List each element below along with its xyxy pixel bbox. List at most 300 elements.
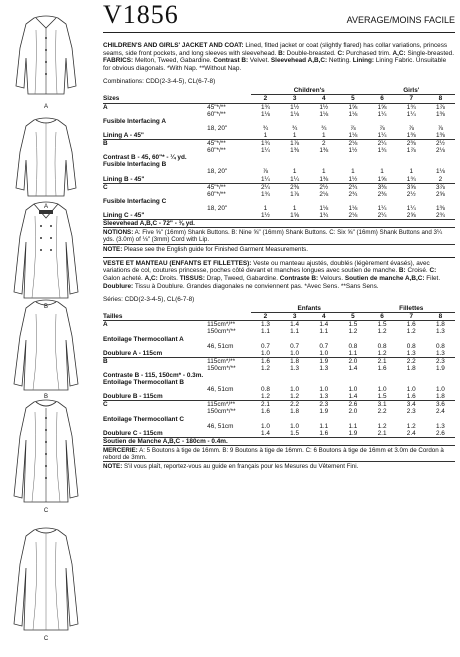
sizes-label: Sizes [103, 95, 120, 103]
yardage-value: 2.1 [251, 401, 280, 409]
yardage-row [103, 365, 455, 372]
yardage-value [309, 416, 338, 423]
yardage-value: 0.8 [377, 342, 387, 350]
yardage-value [338, 372, 367, 379]
yardage-value: 1⅜ [435, 131, 445, 139]
row-section: Doublure B - 115cm [103, 393, 163, 401]
row-label: 60"*/** [207, 147, 226, 155]
yardage-value: 2⅜ [377, 190, 387, 198]
yardage-value: 2¼ [368, 140, 397, 148]
yardage-value: ¾ [262, 124, 269, 132]
pattern-number: V1856 [103, 0, 179, 29]
yardage-value: 2¾ [348, 190, 358, 198]
yardage-row [103, 343, 455, 350]
yardage-value: ¾ [321, 124, 327, 132]
header [103, 2, 455, 42]
yardage-row [103, 111, 455, 118]
yardage-value [251, 336, 280, 343]
yardage-value: ⅞ [437, 124, 444, 132]
yardage-value: 1½ [348, 175, 358, 183]
yardage-value: 1.4 [261, 429, 270, 437]
yardage-value [397, 416, 426, 423]
french-note: NOTE: S'il vous plaît, reportez-vous au guide en français pour les Mesures du Vêtement Fini. [103, 461, 455, 470]
yardage-row [103, 386, 455, 393]
yardage-value: 2.2 [280, 401, 309, 409]
yardage-row [103, 328, 455, 335]
group-children: Children's [251, 87, 368, 95]
yardage-value: 1.2 [348, 328, 358, 336]
yardage-value: 1.0 [406, 386, 416, 394]
yardage-value [397, 154, 426, 161]
yardage-value: 2.2 [397, 357, 426, 365]
row-section [103, 111, 207, 118]
yardage-value: 1.0 [319, 386, 329, 394]
yardage-value: 1.9 [309, 357, 338, 365]
size-header: 7 [409, 313, 414, 321]
yardage-value: 3.4 [397, 401, 426, 409]
yardage-value: 1⅜ [290, 147, 300, 155]
yardage-value [309, 154, 338, 161]
row-section [103, 386, 207, 393]
yardage-value: 0.7 [261, 342, 270, 350]
yardage-value: 1.5 [290, 429, 300, 437]
size-header: 6 [380, 313, 384, 321]
yardage-value: 1.1 [348, 349, 358, 357]
yardage-value: 1.6 [261, 408, 270, 416]
row-label: 115cm*/** [207, 357, 251, 365]
group-children: Enfants [251, 305, 368, 313]
yardage-value: 2 [309, 140, 338, 148]
yardage-row [103, 140, 455, 148]
yardage-row [103, 393, 455, 401]
row-label: 45"*/** [207, 103, 251, 111]
yardage-value [368, 198, 397, 205]
row-label: 18, 20" [207, 204, 228, 212]
yardage-value: 2½ [309, 183, 338, 191]
yardage-value [368, 437, 397, 445]
yardage-value: 1¼ [290, 175, 300, 183]
yardage-value [251, 154, 280, 161]
jacket-a-back-illustration [6, 112, 86, 210]
yardage-value: 1 [263, 131, 268, 139]
yardage-value [251, 372, 280, 379]
yardage-row [103, 205, 455, 212]
yardage-value: 2¼ [251, 183, 280, 191]
yardage-value: 2.3 [309, 401, 338, 409]
yardage-value: 1 [292, 131, 297, 139]
yardage-value [280, 220, 309, 228]
yardage-value: 1.6 [377, 364, 387, 372]
yardage-value: 2.3 [426, 357, 455, 365]
yardage-value: 1.2 [406, 328, 416, 336]
yardage-value: 2.4 [435, 408, 445, 416]
sizes-label: Tailles [103, 312, 123, 320]
yardage-value: 1.4 [280, 321, 309, 329]
yardage-value [280, 437, 309, 445]
yardage-value: 1¼ [261, 147, 270, 155]
yardage-row [103, 437, 455, 445]
yardage-value: 1⅛ [348, 131, 358, 139]
row-section: Entoilage Thermocollant C [103, 415, 184, 423]
yardage-value [397, 336, 426, 343]
yardage-value [309, 220, 338, 228]
french-notions: MERCERIE: A: 5 Boutons à tige de 16mm. B: 9 Boutons à tige de 16mm. C: 6 Boutons à tige de 16mm et 3.0m de Cordon à rebord de 3mm. [103, 445, 455, 461]
row-label: 46, 51cm [207, 342, 234, 350]
size-header: 4 [321, 313, 326, 321]
row-label: 45"*/** [207, 183, 251, 191]
yardage-value: ⅞ [408, 124, 414, 132]
row-section: Doublure A - 115cm [103, 349, 163, 357]
figure-label: A [43, 204, 48, 210]
yardage-value: 1.4 [309, 321, 338, 329]
yardage-value: 1.8 [280, 357, 309, 365]
yardage-value [251, 416, 280, 423]
yardage-value [309, 161, 338, 168]
sizes-row [103, 313, 455, 321]
yardage-row [103, 132, 455, 140]
yardage-row [103, 176, 455, 184]
yardage-value [338, 154, 367, 161]
yardage-value [426, 437, 455, 445]
yardage-value: 0.8 [435, 342, 445, 350]
english-note: NOTE: Please see the English guide for Finished Garment Measurements. [103, 244, 455, 253]
row-section: Lining A - 45" [103, 131, 144, 139]
row-label: 115cm*/** [207, 321, 251, 329]
size-group-row [103, 87, 455, 95]
yardage-value: 3.1 [368, 401, 397, 409]
yardage-value: 1.9 [348, 429, 358, 437]
yardage-row [103, 321, 455, 329]
sizes-row [103, 95, 455, 103]
yardage-value: 2⅝ [435, 190, 445, 198]
yardage-value: 1¾ [377, 147, 387, 155]
yardage-value: 2¾ [435, 211, 445, 219]
yardage-value [251, 118, 280, 125]
row-label: 60"*/** [207, 190, 226, 198]
yardage-value: 1.3 [435, 328, 445, 336]
yardage-row [103, 220, 455, 228]
yardage-value: 1.3 [290, 364, 300, 372]
yardage-value: 1 [380, 168, 384, 176]
garment-illustrations [0, 0, 92, 657]
yardage-value [426, 220, 455, 228]
english-yardage-table [103, 87, 455, 227]
yardage-value [338, 379, 367, 386]
yardage-value: 1.0 [377, 386, 387, 394]
yardage-value: 1.3 [319, 364, 329, 372]
row-label: 45"*/** [207, 140, 251, 148]
row-label: 150cm*/** [207, 328, 236, 336]
yardage-value: 1⅜ [319, 175, 329, 183]
yardage-value: 1¾ [319, 211, 329, 219]
row-label: 150cm*/** [207, 408, 236, 416]
yardage-value: 1⅜ [319, 147, 329, 155]
size-header: 7 [409, 95, 414, 103]
coat-c-back-illustration [6, 524, 86, 642]
yardage-value [368, 372, 397, 379]
yardage-value [426, 379, 455, 386]
yardage-row [103, 430, 455, 438]
yardage-value [280, 161, 309, 168]
yardage-value [426, 154, 455, 161]
yardage-value: 1½ [348, 147, 358, 155]
yardage-value: ⅞ [379, 124, 385, 132]
row-section: A [103, 321, 207, 329]
yardage-value: 0.8 [348, 342, 358, 350]
yardage-value: 1⅛ [319, 204, 329, 212]
yardage-value: 1.9 [435, 364, 445, 372]
yardage-value: 1.0 [290, 386, 300, 394]
yardage-value: 1.0 [348, 386, 358, 394]
yardage-value: 1¾ [406, 175, 416, 183]
yardage-value: 1.4 [348, 393, 358, 401]
yardage-value: 1⅛ [348, 204, 358, 212]
row-section [103, 328, 207, 335]
yardage-value [368, 336, 397, 343]
yardage-value [280, 336, 309, 343]
yardage-value [309, 372, 338, 379]
yardage-value: 1⅞ [280, 140, 309, 148]
yardage-value: 1.4 [348, 364, 358, 372]
row-section: Lining C - 45" [103, 211, 145, 219]
row-section: B [103, 140, 207, 148]
yardage-value: 1⅝ [338, 103, 367, 111]
size-header: 5 [351, 313, 355, 321]
yardage-value: 1⅝ [290, 211, 300, 219]
yardage-value: 3⅜ [368, 183, 397, 191]
row-section [103, 125, 207, 132]
yardage-value: 1.6 [319, 429, 329, 437]
yardage-value: 2⅛ [435, 147, 445, 155]
size-header: 6 [380, 95, 384, 103]
french-combinations: Séries: CDD(2-3-4-5), CL(6-7-8) [103, 296, 195, 304]
yardage-value: 2¼ [377, 211, 387, 219]
yardage-value [338, 437, 367, 445]
yardage-value [338, 416, 367, 423]
yardage-value [338, 198, 367, 205]
yardage-value: 1.3 [435, 349, 445, 357]
figure-label: C [43, 508, 49, 514]
row-section: Contraste B - 115, 150cm* - 0.3m. [103, 371, 204, 379]
yardage-row [103, 154, 455, 161]
yardage-value: 1.2 [406, 422, 416, 430]
yardage-value: 1.8 [290, 408, 300, 416]
yardage-value [397, 220, 426, 228]
french-description: VESTE ET MANTEAU (ENFANTS ET FILLETTES): Veste ou manteau ajustés, doublés (légèrement évasés), avec variations de col, coutures princesse, poches côté devant et manches longues avec soutien de manche. B: Croisé. C: Galon acheté. A,C: Droits. TISSUS: Drap, Tweed, Gabardine. Contraste B: Velours. Soutien de manche A,B,C: Filet. Doublure: Tissu à Doublure. Grandes diagonales ne conviennent pas. *Avec Sens. **Sans Sens. [103, 259, 441, 290]
yardage-row [103, 401, 455, 409]
figure-label: A [43, 104, 48, 110]
yardage-value [426, 336, 455, 343]
yardage-value: 1¼ [377, 110, 387, 118]
yardage-value: 1 [321, 131, 326, 139]
yardage-row [103, 183, 455, 191]
jacket-a-front-illustration [6, 8, 86, 110]
yardage-value [338, 118, 367, 125]
yardage-value [251, 379, 280, 386]
yardage-value: 2⅜ [397, 140, 426, 148]
yardage-row [103, 408, 455, 415]
yardage-value [426, 198, 455, 205]
yardage-value: 1¾ [251, 103, 280, 111]
yardage-value [309, 198, 338, 205]
yardage-value: 1.2 [377, 422, 387, 430]
size-header: 5 [351, 95, 355, 103]
yardage-value: 1¼ [261, 175, 270, 183]
row-section: Fusible Interfacing B [103, 161, 167, 169]
yardage-row [103, 168, 455, 175]
yardage-value: 3⅝ [397, 183, 426, 191]
yardage-value: 2.1 [377, 429, 387, 437]
yardage-value [280, 154, 309, 161]
yardage-value [368, 220, 397, 228]
yardage-value: 1¾ [261, 190, 270, 198]
yardage-value: 1⅝ [377, 175, 387, 183]
yardage-row [103, 103, 455, 111]
yardage-value: 1.2 [261, 364, 270, 372]
yardage-value [251, 220, 280, 228]
yardage-value [280, 372, 309, 379]
yardage-value: 1 [351, 168, 355, 176]
figure-label: B [43, 394, 48, 400]
yardage-value: 2⅛ [319, 190, 329, 198]
yardage-value [309, 379, 338, 386]
yardage-value [397, 161, 426, 168]
yardage-value [280, 379, 309, 386]
yardage-value: 1.0 [435, 386, 445, 394]
section-divider [103, 257, 455, 258]
yardage-value [368, 379, 397, 386]
yardage-value: 1¾ [397, 103, 426, 111]
yardage-value [426, 118, 455, 125]
yardage-value: 0.8 [261, 386, 270, 394]
size-header: 4 [321, 95, 326, 103]
yardage-value [251, 161, 280, 168]
yardage-row [103, 372, 455, 379]
yardage-value: 1⅞ [406, 147, 416, 155]
row-label: 115cm*/** [207, 401, 251, 409]
yardage-value: 1⅛ [348, 110, 358, 118]
row-section: Entoilage Thermocollant B [103, 379, 184, 387]
row-section: Soutien de Manche A,B,C - 180cm - 0.4m. [103, 437, 251, 445]
size-header: 3 [292, 95, 297, 103]
yardage-value [309, 118, 338, 125]
yardage-value: 2.3 [406, 408, 416, 416]
yardage-value [309, 336, 338, 343]
yardage-value [397, 198, 426, 205]
yardage-value [426, 416, 455, 423]
yardage-value: 1 [292, 204, 297, 212]
yardage-value: 1⅛ [435, 168, 445, 176]
yardage-value: 2⅜ [280, 183, 309, 191]
yardage-value [280, 118, 309, 125]
french-yardage-table [103, 305, 455, 445]
yardage-value: 3.6 [426, 401, 455, 409]
row-section: C [103, 183, 207, 191]
yardage-value: 1½ [261, 211, 270, 219]
yardage-value: 2.0 [338, 357, 367, 365]
row-section [103, 343, 207, 350]
yardage-row [103, 336, 455, 343]
yardage-value: 2⅛ [348, 211, 358, 219]
size-header: 8 [438, 313, 443, 321]
coat-b-front-illustration [6, 196, 86, 310]
yardage-value: 2⅝ [406, 211, 416, 219]
figure-label: B [43, 304, 48, 310]
size-header: 3 [292, 313, 297, 321]
yardage-value: 2⅛ [338, 140, 367, 148]
yardage-value: 1 [263, 204, 268, 212]
size-group-row [103, 305, 455, 313]
row-section: B [103, 357, 207, 365]
yardage-value: 1.6 [397, 321, 426, 329]
yardage-value [397, 118, 426, 125]
yardage-value [368, 154, 397, 161]
yardage-value [251, 437, 280, 445]
row-section: A [103, 103, 207, 111]
row-section: Sleevehead A,B,C - 72" - ⅜ yd. [103, 220, 251, 228]
yardage-value: 1.3 [251, 321, 280, 329]
yardage-value [397, 372, 426, 379]
yardage-value: 0.8 [406, 342, 416, 350]
yardage-value: 2.2 [377, 408, 387, 416]
row-section [103, 191, 207, 198]
pattern-envelope-back [103, 2, 455, 471]
yardage-value [368, 416, 397, 423]
yardage-value: 1.2 [377, 349, 387, 357]
yardage-value [338, 220, 367, 228]
yardage-value: 1.1 [319, 328, 329, 336]
yardage-value [426, 161, 455, 168]
yardage-value: 1.8 [406, 364, 416, 372]
yardage-value: 1.1 [319, 422, 329, 430]
yardage-value: 1.2 [261, 393, 270, 401]
yardage-value: 1¾ [251, 140, 280, 148]
yardage-value [280, 416, 309, 423]
yardage-row [103, 350, 455, 358]
english-description: CHILDREN'S AND GIRLS' JACKET AND COAT: Lined, fitted jacket or coat (slightly flared) has collar variations, princess seams, side front pockets, and long sleeves with sleevehead. B: Double-breasted. C: Purchased trim. A,C: Single-breasted. FABRICS: Melton, Tweed, Gabardine. Contrast B: Velvet. Sleevehead A,B,C: Netting. Lining: Lining Fabric. Unsuitable for obvious diagonals. *With Nap. **Without Nap. [103, 42, 454, 72]
yardage-value: 1.0 [261, 349, 270, 357]
yardage-value: 1⅝ [368, 103, 397, 111]
yardage-row [103, 357, 455, 365]
yardage-row [103, 423, 455, 430]
yardage-value: 0.7 [290, 342, 300, 350]
yardage-row [103, 379, 455, 386]
row-label: 46, 51cm [207, 422, 234, 430]
size-header: 2 [263, 95, 268, 103]
row-section [103, 423, 207, 430]
yardage-value [368, 118, 397, 125]
yardage-row [103, 125, 455, 132]
row-section [103, 408, 207, 415]
yardage-value: 3⅞ [426, 183, 455, 191]
yardage-value: 1¼ [377, 204, 387, 212]
header-rule [103, 32, 455, 33]
yardage-value: 1½ [309, 103, 338, 111]
yardage-value [309, 437, 338, 445]
yardage-value [397, 379, 426, 386]
yardage-value: 1⅜ [406, 131, 416, 139]
difficulty-level: AVERAGE/MOINS FACILE [346, 15, 455, 25]
yardage-row [103, 212, 455, 220]
yardage-value: 1.1 [290, 328, 300, 336]
yardage-value: 1.8 [426, 321, 455, 329]
coat-c-front-illustration [6, 396, 86, 514]
yardage-value [280, 198, 309, 205]
yardage-value: 1.5 [338, 321, 367, 329]
yardage-value: 1½ [280, 103, 309, 111]
yardage-value: 1.2 [290, 393, 300, 401]
yardage-value: ⅞ [262, 168, 269, 176]
